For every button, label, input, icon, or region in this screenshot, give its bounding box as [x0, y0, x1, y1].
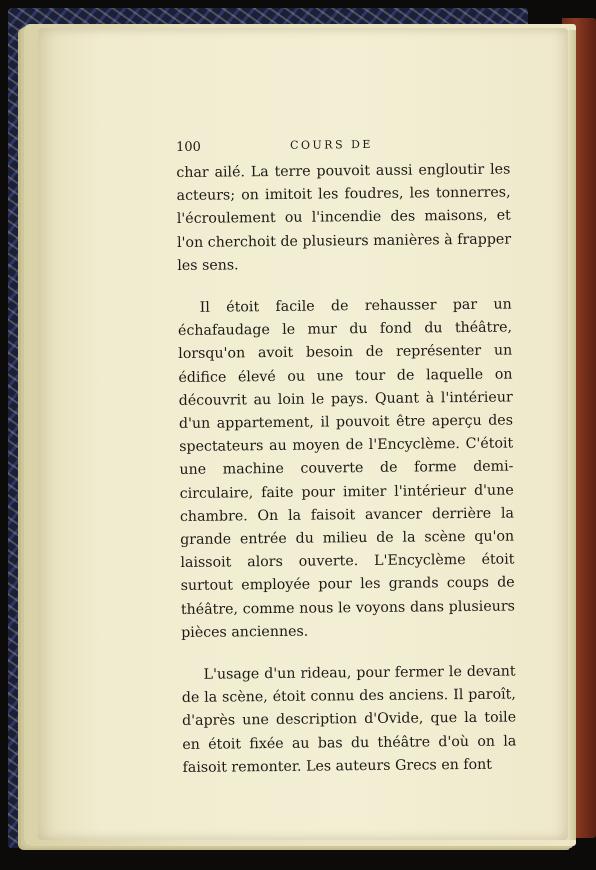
running-title: COURS DE — [289, 137, 374, 152]
page-text-block — [176, 137, 517, 781]
paragraph-3: L'usage d'un rideau, pour fermer le devant de la scène, étoit connu des anciens. Il paroît, d'après une description d'Ovide, que la toile en étoit fixée au bas du théâtre d'où on la faisoit remonter. Les auteurs Grecs en font — [181, 663, 517, 776]
paragraph-2: Il étoit facile de rehausser par un échafaudage le mur du fond du théâtre, lorsqu'on avoit besoin de représenter un édifice élevé ou une tour de laquelle on découvrit au loin le pays. Quant à l'intérieur d'un appartement, il pouvoit être aperçu des spectateurs au moyen de l'Encyclème. C'étoit une machine couverte de forme demi-circulaire, faite pour imiter l'intérieur d'une chambre. On la faisoit avancer derrière la grande entrée du milieu de la scène qu'on laissoit alors ouverte. L'Encyclème étoit surtout employée pour les grands coups de théâtre, comme nous le voyons dans plusieurs pièces anciennes. — [177, 296, 515, 641]
paragraph-1: char ailé. La terre pouvoit aussi engloutir les acteurs; on imitoit les foudres, les tonnerres, l'écroulement ou l'incendie des maisons, et l'on cherchoit de plusieurs manières à frapper les sens. — [176, 161, 512, 274]
running-head — [176, 137, 510, 158]
page-number: 100 — [176, 139, 201, 155]
